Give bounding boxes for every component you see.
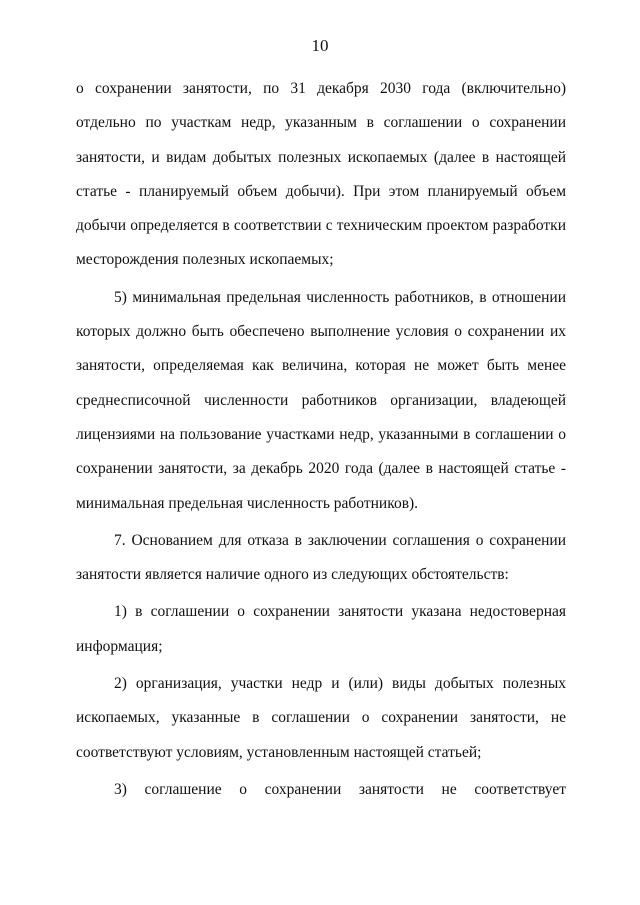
paragraph-refusal-item-2: 2) организация, участки недр и (или) виды добытых полезных ископаемых, указанные в соглашении о сохранении занятости, не соответствуют условиям, установленным настоящей статьей; [76, 675, 566, 761]
paragraph-item-5-minimum-headcount: 5) минимальная предельная численность работников, в отношении которых должно быть обеспечено выполнение условия о сохранении их занятости, определяемая как величина, которая не может быть менее среднесписочной численности работников организации, владеющей лицензиями на пользование участками недр, указанными в соглашении о сохранении занятости, за декабрь 2020 года (далее в настоящей статье - минимальная предельная численность работников). [76, 288, 566, 512]
paragraph-section-7-refusal-grounds: 7. Основанием для отказа в заключении соглашения о сохранении занятости является наличие одного из следующих обстоятельств: [76, 531, 566, 584]
page-number: 10 [311, 36, 329, 55]
paragraph-refusal-item-3: 3) соглашение о сохранении занятости не соответствует [114, 780, 566, 798]
document-body [76, 72, 566, 807]
paragraph-planned-volume-continuation: о сохранении занятости, по 31 декабря 2030 года (включительно) отдельно по участкам недр, указанным в соглашении о сохранении занятости, и видам добытых полезных ископаемых (далее в настоящей статье - планируемый объем добычи). При этом планируемый объем добычи определяется в соответствии с техническим проектом разработки месторождения полезных ископаемых; [76, 80, 566, 269]
paragraph-refusal-item-1: 1) в соглашении о сохранении занятости указана недостоверная информация; [76, 603, 566, 655]
